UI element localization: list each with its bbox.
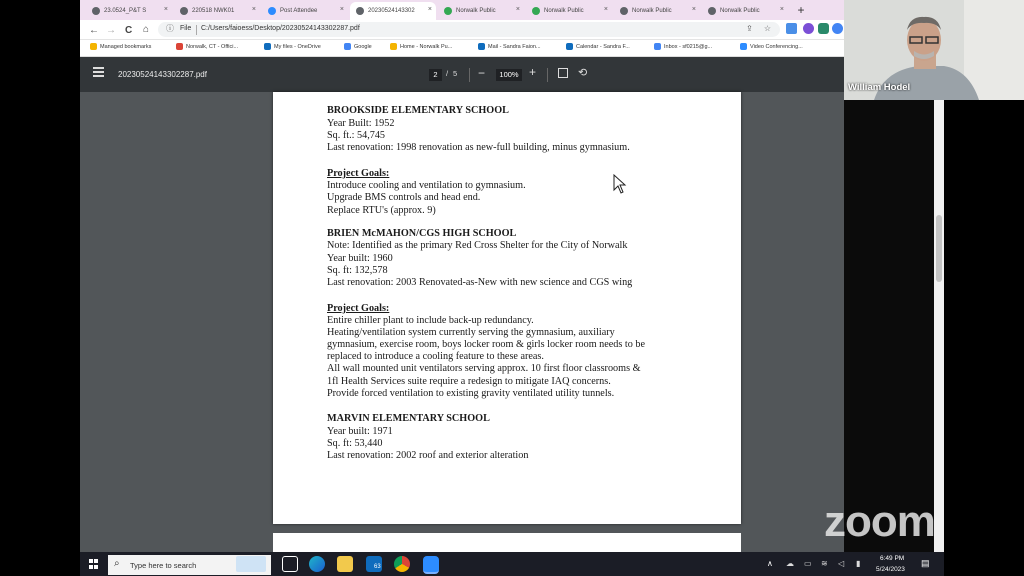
bookmark-icon <box>264 43 271 50</box>
share-icon[interactable]: ⇪ <box>746 24 753 33</box>
extension-green-icon[interactable] <box>818 23 829 34</box>
bookmark-item[interactable] <box>654 43 712 50</box>
info-icon[interactable]: ⓘ <box>166 24 174 33</box>
tab-close-icon[interactable]: × <box>691 6 696 13</box>
pdf-text-line: Note: Identified as the primary Red Cross Shelter for the City of Norwalk <box>327 240 628 251</box>
tab-label: 20230524143302 <box>368 8 415 14</box>
pdf-filename: 20230524143302287.pdf <box>118 70 207 79</box>
home-button[interactable]: ⌂ <box>143 24 150 35</box>
pdf-text-line: Sq. ft: 53,440 <box>327 438 383 449</box>
page-number-input[interactable]: 2 <box>429 69 442 81</box>
zoom-left-border <box>0 0 80 576</box>
tab-favicon-icon <box>180 7 188 15</box>
tab-close-icon[interactable]: × <box>515 6 520 13</box>
browser-tab[interactable] <box>86 2 172 20</box>
taskbar-search-placeholder: Type here to search <box>130 561 197 570</box>
battery-icon[interactable]: ▮ <box>856 559 861 568</box>
tab-close-icon[interactable]: × <box>427 6 432 13</box>
bookmark-label: Video Conferencing... <box>750 43 803 50</box>
wifi-icon[interactable]: ≋ <box>821 559 828 568</box>
forward-button[interactable]: → <box>106 25 116 36</box>
zoom-logo: zoom <box>824 497 935 546</box>
pdf-section-heading: MARVIN ELEMENTARY SCHOOL <box>327 413 490 424</box>
extension-purple-icon[interactable] <box>803 23 814 34</box>
bookmark-icon <box>176 43 183 50</box>
tab-close-icon[interactable]: × <box>251 6 256 13</box>
tab-label: Post Attendee <box>280 8 318 14</box>
browser-tab[interactable] <box>526 2 612 20</box>
volume-icon[interactable]: ◁ <box>838 559 845 568</box>
page-total: 5 <box>453 69 458 78</box>
mail-badge: 63 <box>374 564 381 570</box>
pdf-text-line: Last renovation: 2003 Renovated-as-New with new science and CGS wing <box>327 277 633 288</box>
tab-favicon-icon <box>356 7 364 15</box>
rotate-icon[interactable]: ⟲ <box>578 67 588 79</box>
pdf-text-line: All wall mounted unit ventilators serving approx. 10 first floor classrooms & <box>327 363 641 374</box>
pdf-subheading: Project Goals: <box>327 303 390 314</box>
taskbar-time[interactable]: 6:49 PM <box>880 555 905 562</box>
address-divider <box>196 25 197 35</box>
pdf-section-heading: BRIEN McMAHON/CGS HIGH SCHOOL <box>327 228 517 239</box>
tab-label: Norwalk Public <box>720 8 760 14</box>
star-icon[interactable]: ☆ <box>763 24 772 33</box>
bookmark-label: Calendar - Sandra F... <box>576 43 630 50</box>
pdf-subheading: Project Goals: <box>327 168 390 179</box>
mouse-cursor-icon <box>613 174 627 194</box>
task-view-icon[interactable] <box>282 556 298 572</box>
bookmark-label: Norwalk, CT - Offici... <box>186 43 239 50</box>
bookmark-label: Managed bookmarks <box>100 43 152 50</box>
tab-label: Norwalk Public <box>544 8 584 14</box>
toolbar-divider <box>547 68 548 82</box>
browser-tab[interactable] <box>262 2 348 20</box>
menu-icon[interactable] <box>93 67 104 77</box>
browser-tab[interactable] <box>702 2 788 20</box>
address-scheme-label: File <box>180 25 192 32</box>
pdf-text-line: Entire chiller plant to include back-up redundancy. <box>327 315 534 326</box>
tab-favicon-icon <box>268 7 276 15</box>
bookmark-item[interactable] <box>264 43 321 50</box>
pdf-text-line: Heating/ventilation system currently serving the gymnasium, auxiliary <box>327 327 615 338</box>
pdf-text-line: Sq. ft.: 54,745 <box>327 130 386 141</box>
address-url[interactable]: C:/Users/faioess/Desktop/20230524143302287.pdf <box>201 25 360 32</box>
reload-button[interactable]: C <box>125 25 133 36</box>
zoom-level-input[interactable]: 100% <box>496 69 522 81</box>
bookmark-label: Home - Norwalk Pu... <box>400 43 453 50</box>
pdf-text-line: Year built: 1971 <box>327 426 393 437</box>
bookmark-item[interactable] <box>740 43 803 50</box>
bookmark-item[interactable] <box>90 43 151 50</box>
tab-favicon-icon <box>708 7 716 15</box>
back-button[interactable]: ← <box>89 25 99 36</box>
cloud-icon[interactable]: ☁ <box>786 559 794 568</box>
bookmark-icon <box>740 43 747 50</box>
pdf-text-line: Year Built: 1952 <box>327 118 395 129</box>
zoom-app-icon[interactable] <box>423 556 439 574</box>
tab-close-icon[interactable]: × <box>163 6 168 13</box>
bookmark-label: Inbox - sf0215@g... <box>664 43 713 50</box>
browser-tab[interactable] <box>614 2 700 20</box>
pdf-text-line: Sq. ft: 132,578 <box>327 265 388 276</box>
bookmark-label: My files - OneDrive <box>274 43 321 50</box>
pdf-text-line: Upgrade BMS controls and head end. <box>327 192 481 203</box>
participant-name: William Hodel <box>848 82 911 93</box>
tab-favicon-icon <box>620 7 628 15</box>
tab-label: 23.0524_P&T S <box>104 8 147 14</box>
bookmark-icon <box>390 43 397 50</box>
pdf-text-line: 1fl Health Services suite require a redesign to mitigate IAQ concerns. <box>327 376 611 387</box>
pdf-text-line: Introduce cooling and ventilation to gymnasium. <box>327 180 526 191</box>
search-highlight-icon <box>236 556 266 572</box>
search-icon: ⌕ <box>114 558 120 569</box>
pdf-text-line: Last renovation: 1998 renovation as new-full building, minus gymnasium. <box>327 142 630 153</box>
pdf-section-heading: BROOKSIDE ELEMENTARY SCHOOL <box>327 105 509 116</box>
scrollbar-thumb[interactable] <box>936 215 942 282</box>
pdf-next-page <box>273 533 741 552</box>
bookmark-icon <box>566 43 573 50</box>
pdf-text-line: Year built: 1960 <box>327 253 393 264</box>
pdf-text-line: Replace RTU's (approx. 9) <box>327 205 436 216</box>
scrollbar-track[interactable] <box>934 92 944 552</box>
zoom-in-button[interactable]: + <box>529 65 537 79</box>
extension-icon[interactable] <box>786 23 797 34</box>
new-tab-button[interactable]: + <box>797 3 805 17</box>
tab-favicon-icon <box>92 7 100 15</box>
bookmark-label: Google <box>354 43 372 50</box>
file-explorer-icon[interactable] <box>337 556 353 572</box>
bookmark-icon <box>90 43 97 50</box>
tab-label: Norwalk Public <box>456 8 496 14</box>
tab-label: 220518 NWK01 <box>192 8 235 14</box>
pdf-text-line: replaced to introduce a cooling feature to these areas. <box>327 351 544 362</box>
notification-icon[interactable]: ▤ <box>921 558 930 568</box>
chevron-up-icon[interactable]: ∧ <box>767 559 773 568</box>
tab-close-icon[interactable]: × <box>603 6 608 13</box>
browser-tab[interactable] <box>174 2 260 20</box>
bookmark-icon <box>344 43 351 50</box>
bookmark-item[interactable] <box>478 43 541 50</box>
browser-tab[interactable] <box>438 2 524 20</box>
tab-close-icon[interactable]: × <box>779 6 784 13</box>
bookmark-item[interactable] <box>176 43 238 50</box>
bookmark-label: Mail - Sandra Faion... <box>488 43 541 50</box>
bookmark-item[interactable] <box>390 43 452 50</box>
toolbar-divider <box>469 68 470 82</box>
pdf-text-line: gymnasium, exercise room, boys locker room & girls locker room needs to be <box>327 339 646 350</box>
chrome-icon[interactable] <box>394 556 410 572</box>
edge-icon[interactable] <box>309 556 325 572</box>
fit-page-icon[interactable] <box>558 68 568 78</box>
browser-tab[interactable] <box>350 2 436 20</box>
tab-favicon-icon <box>532 7 540 15</box>
bookmark-item[interactable] <box>344 43 372 50</box>
tab-favicon-icon <box>444 7 452 15</box>
tab-label: Norwalk Public <box>632 8 672 14</box>
zoom-right-border <box>944 100 1024 576</box>
page-separator: / <box>446 69 449 78</box>
zoom-out-button[interactable]: − <box>478 66 486 80</box>
pdf-text-line: Last renovation: 2002 roof and exterior alteration <box>327 450 529 461</box>
bookmark-item[interactable] <box>566 43 630 50</box>
network-icon[interactable]: ▭ <box>804 559 812 568</box>
profile-avatar[interactable] <box>832 23 843 34</box>
windows-start-icon[interactable] <box>89 559 99 569</box>
pdf-text-line: Provide forced ventilation to existing gravity ventilated utility tunnels. <box>327 388 615 399</box>
taskbar-date[interactable]: 5/24/2023 <box>876 566 905 573</box>
tab-close-icon[interactable]: × <box>339 6 344 13</box>
bookmark-icon <box>654 43 661 50</box>
bookmark-icon <box>478 43 485 50</box>
